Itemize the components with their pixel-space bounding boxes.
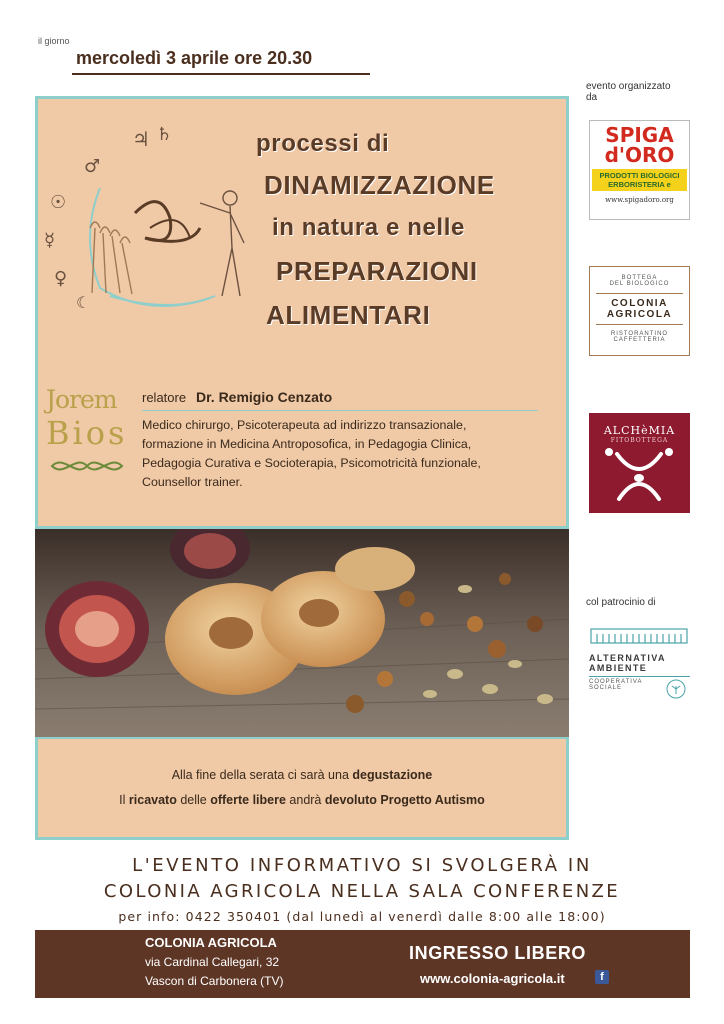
website-link[interactable]: www.colonia-agricola.it <box>420 971 565 986</box>
svg-text:♄: ♄ <box>156 124 173 145</box>
jorem-logo-line2: Bios <box>46 414 128 452</box>
speaker-label: relatore <box>142 390 187 405</box>
cookies-figs-photo <box>35 529 569 737</box>
patronage-sub-2: SOCIALE <box>589 685 623 691</box>
free-entry-label: INGRESSO LIBERO <box>409 943 587 963</box>
event-date: mercoledì 3 aprile ore 20.30 <box>76 48 313 68</box>
title-line-1: processi di <box>256 130 390 157</box>
note-text: Il <box>119 793 129 807</box>
alternativa-ambiente-logo <box>589 625 690 705</box>
colonia-bottom-2: CAFFETTERIA <box>613 337 666 343</box>
patronage-sub-1: COOPERATIVA <box>589 679 643 685</box>
spiga-url: www.spigadoro.org <box>605 196 674 204</box>
patronage-name-2: AMBIENTE <box>589 663 648 673</box>
spiga-doro-logo <box>589 120 690 220</box>
svg-text:☿: ☿ <box>44 230 56 251</box>
colonia-bottom-1: RISTORANTINO <box>610 331 669 337</box>
note-bold: offerte libere <box>210 793 286 807</box>
title-line-5: ALIMENTARI <box>266 300 431 330</box>
venue-info-line1: L'EVENTO INFORMATIVO SI SVOLGERÀ IN <box>132 855 592 876</box>
colonia-agricola-logo <box>589 266 690 356</box>
svg-text:♀: ♀ <box>54 268 68 289</box>
organizers-label <box>586 81 706 103</box>
svg-text:♂: ♂ <box>84 156 101 177</box>
tasting-note <box>0 768 604 782</box>
note-text: Alla fine della serata ci sarà una <box>171 768 353 782</box>
colonia-top-2: DEL BIOLOGICO <box>609 281 670 287</box>
speaker-divider <box>142 410 538 411</box>
svg-text:☉: ☉ <box>50 192 67 213</box>
building-icon <box>589 625 690 645</box>
address-street: via Cardinal Callegari, 32 <box>145 955 280 969</box>
patronage-name-1: ALTERNATIVA <box>589 653 666 663</box>
alchemia-name: ALCHèMIA <box>603 424 676 437</box>
facebook-icon[interactable]: f <box>595 970 609 984</box>
infinity-icon <box>46 452 128 478</box>
alchemia-logo <box>589 413 690 513</box>
bio-line: Medico chirurgo, Psicoterapeuta ad indirizzo transazionale, <box>142 418 467 432</box>
svg-text:♃: ♃ <box>132 127 150 151</box>
alchemia-symbol-icon <box>589 444 690 504</box>
jorem-logo-line1: Jorem <box>46 385 117 414</box>
venue-info-line2: COLONIA AGRICOLA NELLA SALA CONFERENZE <box>103 881 621 902</box>
planets-human-illustration <box>40 118 250 318</box>
svg-text:☾: ☾ <box>76 293 91 312</box>
note-bold: degustazione <box>352 768 433 782</box>
note-bold: devoluto Progetto Autismo <box>324 793 485 807</box>
organizers-label-line1: evento organizzato <box>586 81 671 92</box>
date-underline <box>72 73 370 75</box>
title-line-4: PREPARAZIONI <box>276 256 478 286</box>
bio-line: formazione in Medicina Antroposofica, in Pedagogia Clinica, <box>142 437 472 451</box>
speaker-bio <box>142 416 548 492</box>
address-city: Vascon di Carbonera (TV) <box>145 974 284 988</box>
colonia-name-1: COLONIA <box>611 298 668 309</box>
spiga-name-2: d'ORO <box>604 143 675 167</box>
spiga-sub-1: PRODOTTI BIOLOGICI <box>599 171 680 180</box>
speaker-name: Dr. Remigio Cenzato <box>196 389 333 405</box>
spiga-sub-2: ERBORISTERIA e <box>608 180 671 189</box>
date-prefix: il giorno <box>38 36 70 46</box>
organizers-label-line2: da <box>586 92 598 103</box>
note-bold: ricavato <box>128 793 177 807</box>
bio-line: Counsellor trainer. <box>142 475 243 489</box>
address-name: COLONIA AGRICOLA <box>145 935 277 950</box>
donation-note <box>0 793 604 807</box>
colonia-top-1: BOTTEGA <box>621 275 658 281</box>
panel-separator-bottom <box>35 737 569 739</box>
jorem-bios-logo <box>46 386 128 496</box>
note-text: andrà <box>285 793 325 807</box>
title-line-3: in natura e nelle <box>272 214 465 241</box>
bio-line: Pedagogia Curativa e Socioterapia, Psicomotricità funzionale, <box>142 456 481 470</box>
leaf-icon <box>666 679 686 699</box>
spiga-name-1: SPIGA <box>605 123 674 147</box>
note-text: delle <box>176 793 211 807</box>
patronage-label: col patrocinio di <box>586 597 656 608</box>
title-line-2: DINAMIZZAZIONE <box>264 170 495 200</box>
footer-bar <box>35 930 690 998</box>
alchemia-sub: FITOBOTTEGA <box>610 437 669 444</box>
contact-info: per info: 0422 350401 (dal lunedì al venerdì dalle 8:00 alle 18:00) <box>118 909 606 924</box>
colonia-name-2: AGRICOLA <box>606 309 673 320</box>
